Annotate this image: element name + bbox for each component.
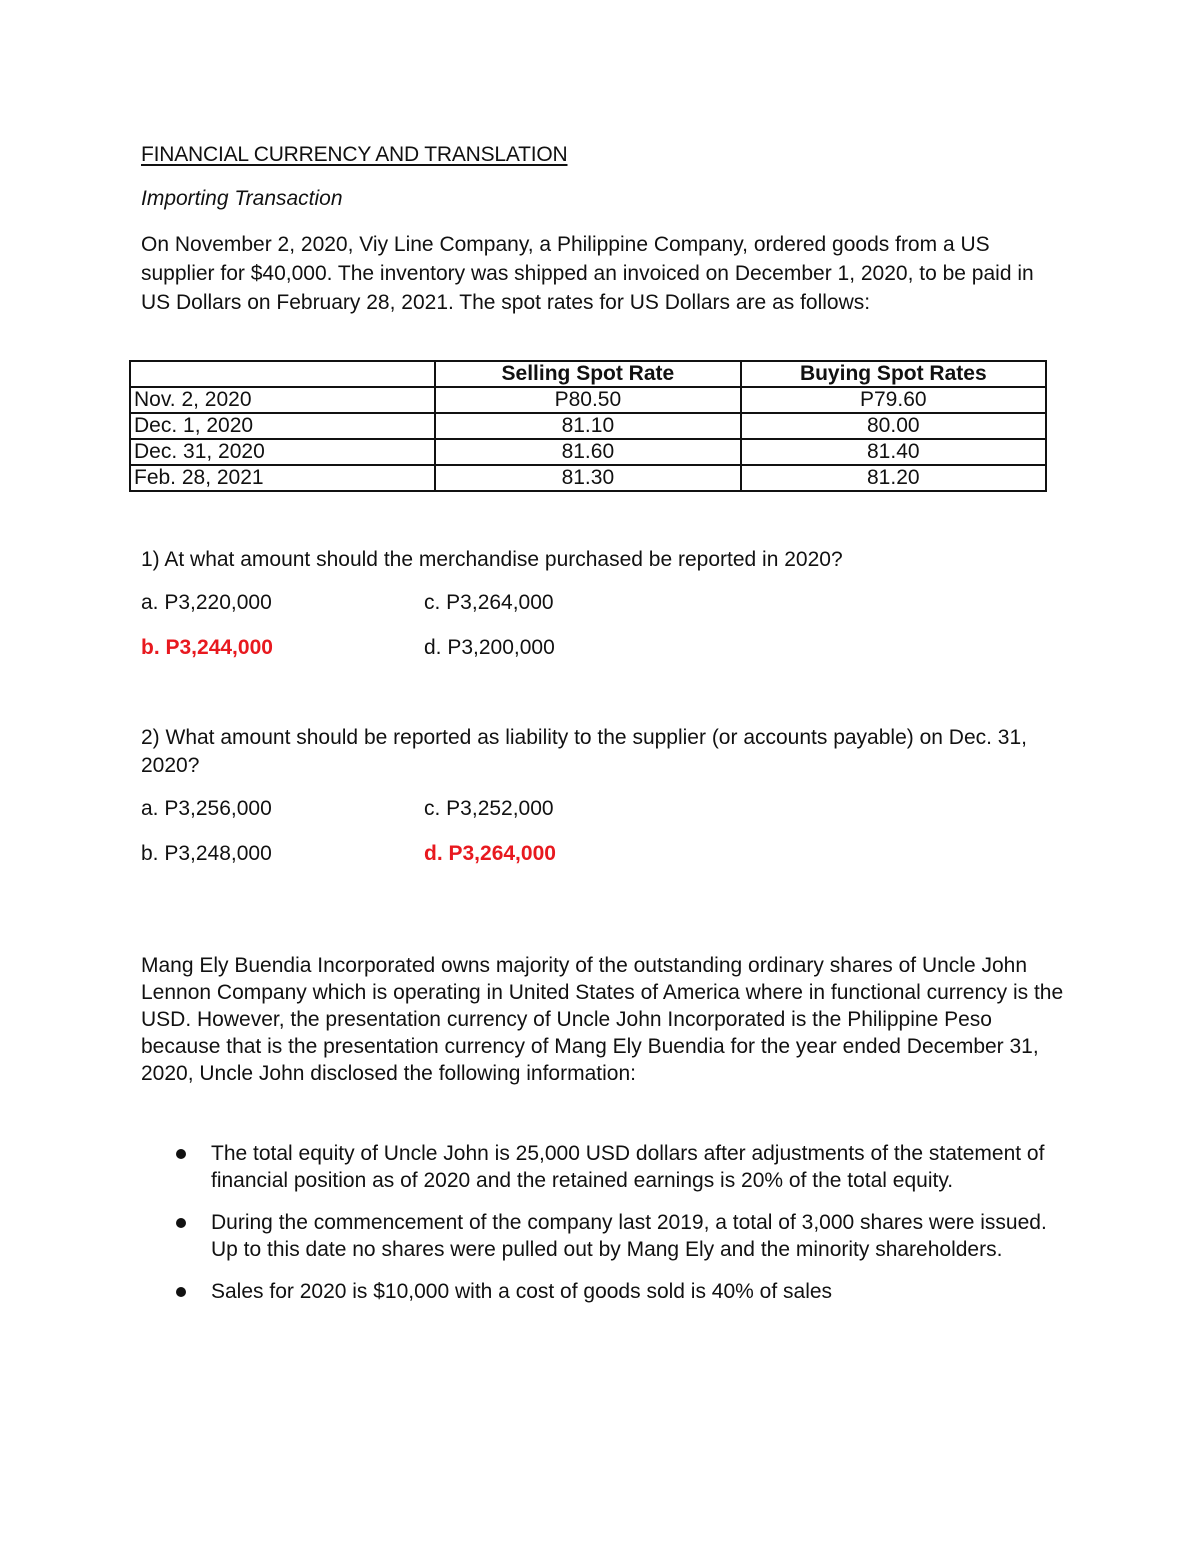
table-row [130,465,1046,491]
date-cell: Nov. 2, 2020 [130,387,435,413]
question-2-text: 2) What amount should be reported as liability to the supplier (or accounts payable) on Dec. 31, 2020? [141,726,1027,777]
table-header-cell: Selling Spot Rate [435,361,740,387]
q2-option-a: a. P3,256,000 [141,797,272,820]
q1-option-b-correct-answer: b. P3,244,000 [141,636,273,659]
q2-option-c: c. P3,252,000 [424,797,554,820]
spot-rates-table [129,360,1047,492]
table-header-cell: Buying Spot Rates [741,361,1046,387]
list-item-text: The total equity of Uncle John is 25,000 USD dollars after adjustments of the statement of financial position as of 2020 and the retained earnings is 20% of the total equity. [211,1142,1045,1192]
table-row [130,439,1046,465]
table-header-cell [130,361,435,387]
facts-list [141,1140,1066,1320]
section-heading: Importing Transaction [141,187,343,210]
translation-paragraph: Mang Ely Buendia Incorporated owns majority of the outstanding ordinary shares of Uncle John Lennon Company which is operating in United States of America where in functional currency is the USD. However, the presentation currency of Uncle John Incorporated is the Philippine Peso because that is the presentation currency of Mang Ely Buendia for the year ended December 31, 2020, Uncle John disclosed the following information: [141,954,1064,1085]
selling-rate-cell: 81.60 [435,439,740,465]
q2-option-b: b. P3,248,000 [141,842,272,865]
bullet-icon [176,1287,186,1297]
question-1-text: 1) At what amount should the merchandise purchased be reported in 2020? [141,548,843,571]
table-header-row [130,361,1046,387]
buying-rate-cell: P79.60 [741,387,1046,413]
list-item [141,1278,1066,1305]
date-cell: Feb. 28, 2021 [130,465,435,491]
bullet-icon [176,1149,186,1159]
list-item-text: Sales for 2020 is $10,000 with a cost of goods sold is 40% of sales [211,1280,833,1303]
q2-option-d-correct-answer: d. P3,264,000 [424,842,556,865]
table-row [130,413,1046,439]
list-item [141,1209,1066,1263]
q1-option-a: a. P3,220,000 [141,591,272,614]
selling-rate-cell: 81.30 [435,465,740,491]
selling-rate-cell: P80.50 [435,387,740,413]
buying-rate-cell: 81.20 [741,465,1046,491]
table-row [130,387,1046,413]
buying-rate-cell: 81.40 [741,439,1046,465]
buying-rate-cell: 80.00 [741,413,1046,439]
document-title: FINANCIAL CURRENCY AND TRANSLATION [141,143,568,166]
q1-option-c: c. P3,264,000 [424,591,554,614]
date-cell: Dec. 31, 2020 [130,439,435,465]
date-cell: Dec. 1, 2020 [130,413,435,439]
list-item-text: During the commencement of the company last 2019, a total of 3,000 shares were issued. Up to this date no shares were pulled out by Mang Ely and the minority shareholders. [211,1211,1047,1261]
selling-rate-cell: 81.10 [435,413,740,439]
intro-paragraph: On November 2, 2020, Viy Line Company, a Philippine Company, ordered goods from a US supplier for $40,000. The inventory was shipped an invoiced on December 1, 2020, to be paid in US Dollars on February 28, 2021. The spot rates for US Dollars are as follows: [141,233,1034,314]
list-item [141,1140,1066,1194]
q1-option-d: d. P3,200,000 [424,636,555,659]
bullet-icon [176,1218,186,1228]
